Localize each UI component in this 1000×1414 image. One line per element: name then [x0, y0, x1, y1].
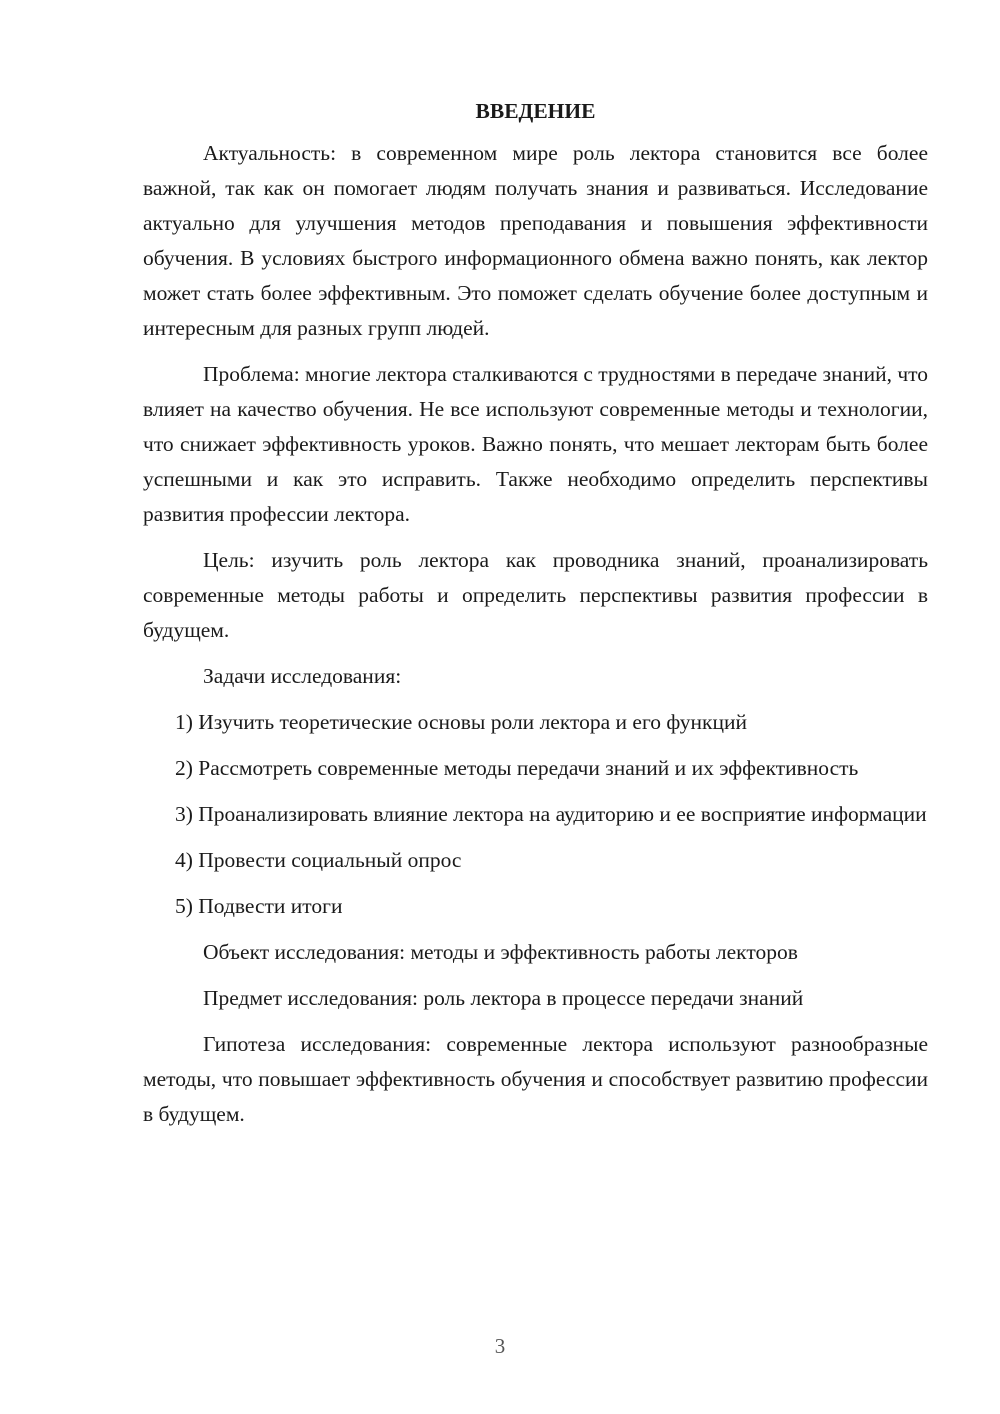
section-title: ВВЕДЕНИЕ [475, 99, 596, 123]
paragraph-hypothesis: Гипотеза исследования: современные лектора используют разнообразные методы, что повышает эффективность обучения и способствует развитию профессии в будущем. [143, 1032, 928, 1126]
paragraph-object: Объект исследования: методы и эффективность работы лекторов [203, 940, 798, 964]
task-item-5: 5) Подвести итоги [175, 894, 343, 918]
task-item-3: 3) Проанализировать влияние лектора на аудиторию и ее восприятие информации [175, 802, 927, 826]
task-item-4: 4) Провести социальный опрос [175, 848, 462, 872]
page-number: 3 [494, 1334, 506, 1358]
paragraph-subject: Предмет исследования: роль лектора в процессе передачи знаний [203, 986, 804, 1010]
tasks-heading: Задачи исследования: [203, 664, 402, 688]
paragraph-goal: Цель: изучить роль лектора как проводника знаний, проанализировать современные методы работы и определить перспективы развития профессии в будущем. [143, 548, 928, 642]
task-item-2: 2) Рассмотреть современные методы передачи знаний и их эффективность [175, 756, 859, 780]
task-item-1: 1) Изучить теоретические основы роли лектора и его функций [175, 710, 747, 734]
paragraph-problem: Проблема: многие лектора сталкиваются с трудностями в передаче знаний, что влияет на качество обучения. Не все используют современные методы и технологии, что снижает эффективность уроков. Важно понять, что мешает лекторам быть более успешными и как это исправить. Также необходимо определить перспективы развития профессии лектора. [143, 362, 929, 526]
document-body [143, 96, 928, 1143]
paragraph-relevance: Актуальность: в современном мире роль лектора становится все более важной, так как он помогает людям получать знания и развиваться. Исследование актуально для улучшения методов преподавания и повышения эффективности обучения. В условиях быстрого информационного обмена важно понять, как лектор может стать более эффективным. Это поможет сделать обучение более доступным и интересным для разных групп людей. [143, 141, 928, 340]
